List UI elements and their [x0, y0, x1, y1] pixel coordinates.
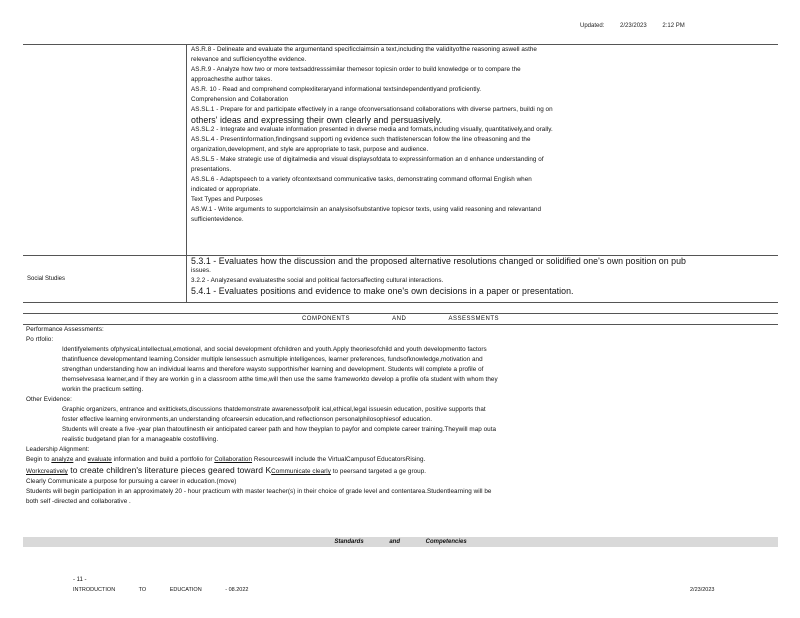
portfolio-line: workin the practicum setting. [62, 386, 144, 393]
portfolio-line: Identifyelements ofphysical,intellectual,emotional, and social development ofchildren and youth.Apply theoriesofchild and youth developmentto factors [62, 346, 487, 353]
leadership-label: Leadership Alignment: [26, 446, 90, 453]
course-word: TO [138, 587, 147, 593]
portfolio-line: themselvesasa learner,and if they are workin g in a classroom atthe time,will then use the same frameworkto develop a profile ofa student with whom they [62, 376, 498, 383]
other-evidence-block [26, 425, 778, 445]
underlined-term: Workcreatively [26, 468, 68, 475]
text-run: Resourceswill include the VirtualCampusof EducatorsRising. [252, 456, 426, 463]
bar-word: Competencies [425, 539, 467, 545]
standards-competencies-bar [23, 537, 778, 547]
underlined-term: evaluate [87, 456, 112, 463]
updated-date: 2/23/2023 [620, 23, 647, 29]
table-row [23, 45, 778, 256]
updated-label: Updated: [580, 23, 605, 29]
components-section [26, 325, 778, 507]
performance-title: Performance Assessments: [26, 326, 104, 333]
subject-cell [23, 45, 187, 255]
portfolio-line: strengthan understanding how an individual learns and therefore waysto supporthis/her learning and development. Students will complete a profile of [62, 366, 484, 373]
other-evidence-block [26, 405, 778, 425]
standards-cell [187, 45, 778, 255]
standard-line: AS.SL.1 - Prepare for and participate effectively in a range ofconversationsand collaborations with diverse partners, buildi ng on [191, 106, 553, 113]
standard-line: AS.W.1 - Write arguments to supportclaimsin an analysisofsubstantive topicsor texts, using valid reasoning and relevantand [191, 206, 542, 213]
course-footer [73, 585, 270, 595]
leadership-line: both self -directed and collaborative . [26, 498, 131, 505]
evidence-line: realistic budgetand plan for a manageable costoflliving. [62, 436, 219, 443]
leadership-line [26, 465, 778, 477]
standard-line: 5.4.1 - Evaluates positions and evidence to make one's own decisions in a paper or presentation. [191, 286, 574, 296]
standard-line: organization,development, and style are appropriate to task, purpose and audience. [191, 146, 429, 153]
text-run: Begin to [26, 456, 52, 463]
standard-line: AS.R. 10 - Read and comprehend complexliteraryand informational textsindependentlyand proficiently. [191, 86, 482, 93]
evidence-line: Graphic organizers, entrance and exittickets,discussions thatdemonstrate awarenessofpolit ical,ethical,legal issuesin education, positive supports that [62, 406, 486, 413]
portfolio-line: thatinfluence developmentand learning.Consider multiple lensessuch asmultiple intelligences, learner preferences, fundsofknowledge,motivation and [62, 356, 483, 363]
standard-line: 5.3.1 - Evaluates how the discussion and the proposed alternative resolutions changed or solidified one's own position on pub [191, 256, 687, 266]
table-row [23, 256, 778, 303]
leadership-line: Clearly Communicate a purpose for pursuing a career in education.(move) [26, 478, 237, 485]
standard-line: relevance and sufficiencyofthe evidence. [191, 56, 307, 63]
page-number: - 11 - [73, 577, 87, 583]
text-run: to peersand targeted a ge group. [330, 468, 427, 475]
updated-stamp [580, 21, 699, 31]
other-evidence-label: Other Evidence: [26, 396, 72, 403]
leadership-line: Students will begin participation in an approximately 20 - hour practicum with master teacher(s) in their choice of grade level and contentarea.Studentlearning will be [26, 488, 492, 495]
course-version: - 08.2022 [225, 587, 249, 593]
subject-cell [23, 256, 187, 302]
course-word: EDUCATION [169, 587, 202, 593]
evidence-line: Students will create a five -year plan thatoutlinesth eir anticipated career path and how theyplan to payfor and complete career training.Theywill map outa [62, 426, 497, 433]
underlined-term: Collaboration [214, 456, 253, 463]
standard-line: others' ideas and expressing their own clearly and persuasively. [191, 115, 443, 125]
standard-line: AS.SL.5 - Make strategic use of digitalmedia and visual displaysofdata to expressinformation an d enhance understanding of [191, 156, 544, 163]
underlined-term: clearly [310, 468, 331, 475]
standards-table [23, 44, 778, 303]
standard-line: AS.SL.4 - Presentinformation,findingsand supporti ng evidence such thatlistenerscan follow the line ofreasoning and the [191, 136, 531, 143]
standard-line: AS.R.8 - Delineate and evaluate the argumentand specificclaimsin a text,including the validityofthe reasoning aswell asthe [191, 46, 537, 53]
standard-line: Comprehension and Collaboration [191, 96, 289, 103]
standard-line: 3.2.2 - Analyzesand evaluatesthe social and political factorsaffecting cultural interactions. [191, 277, 444, 284]
subject-label: Social Studies [27, 276, 66, 282]
bar-word: and [389, 539, 400, 545]
standard-line: AS.SL.2 - Integrate and evaluate information presented in diverse media and formats,including visually, quantitatively,and orally. [191, 126, 553, 133]
underlined-term: Communicate [271, 468, 311, 475]
text-run: to create children's literature pieces geared toward K [67, 465, 272, 475]
leadership-line [26, 455, 778, 465]
standard-line: approachesthe author takes. [191, 76, 273, 83]
evidence-line: foster effective learning environments,an understanding ofcareersin education,and reflectionson personalphilosophiesof education. [62, 416, 433, 423]
components-word: AND [392, 316, 407, 322]
components-word: COMPONENTS [301, 316, 350, 322]
standard-line: sufficientevidence. [191, 216, 244, 223]
portfolio-block [26, 345, 778, 395]
components-header [23, 313, 778, 325]
footer-date: 2/23/2023 [690, 587, 715, 593]
standard-line: indicated or appropriate. [191, 186, 261, 193]
standards-cell [187, 256, 778, 302]
standard-line: presentations. [191, 166, 232, 173]
bar-word: Standards [334, 539, 364, 545]
underlined-term: analyze [51, 456, 74, 463]
updated-time: 2:12 PM [662, 23, 685, 29]
text-run: information and build a portfolio for [111, 456, 215, 463]
components-word: ASSESSMENTS [448, 316, 500, 322]
standard-line: AS.SL.6 - Adaptspeech to a variety ofcontextsand communicative tasks, demonstrating command offormal English when [191, 176, 532, 183]
course-word: INTRODUCTION [73, 587, 116, 593]
text-run: and [73, 456, 88, 463]
standard-line: Text Types and Purposes [191, 196, 263, 203]
standard-line: issues. [191, 267, 211, 274]
portfolio-label: Po rtfolio: [26, 336, 54, 343]
standard-line: AS.R.9 - Analyze how two or more textsaddresssimilar themesor topicsin order to build knowledge or to compare the [191, 66, 521, 73]
